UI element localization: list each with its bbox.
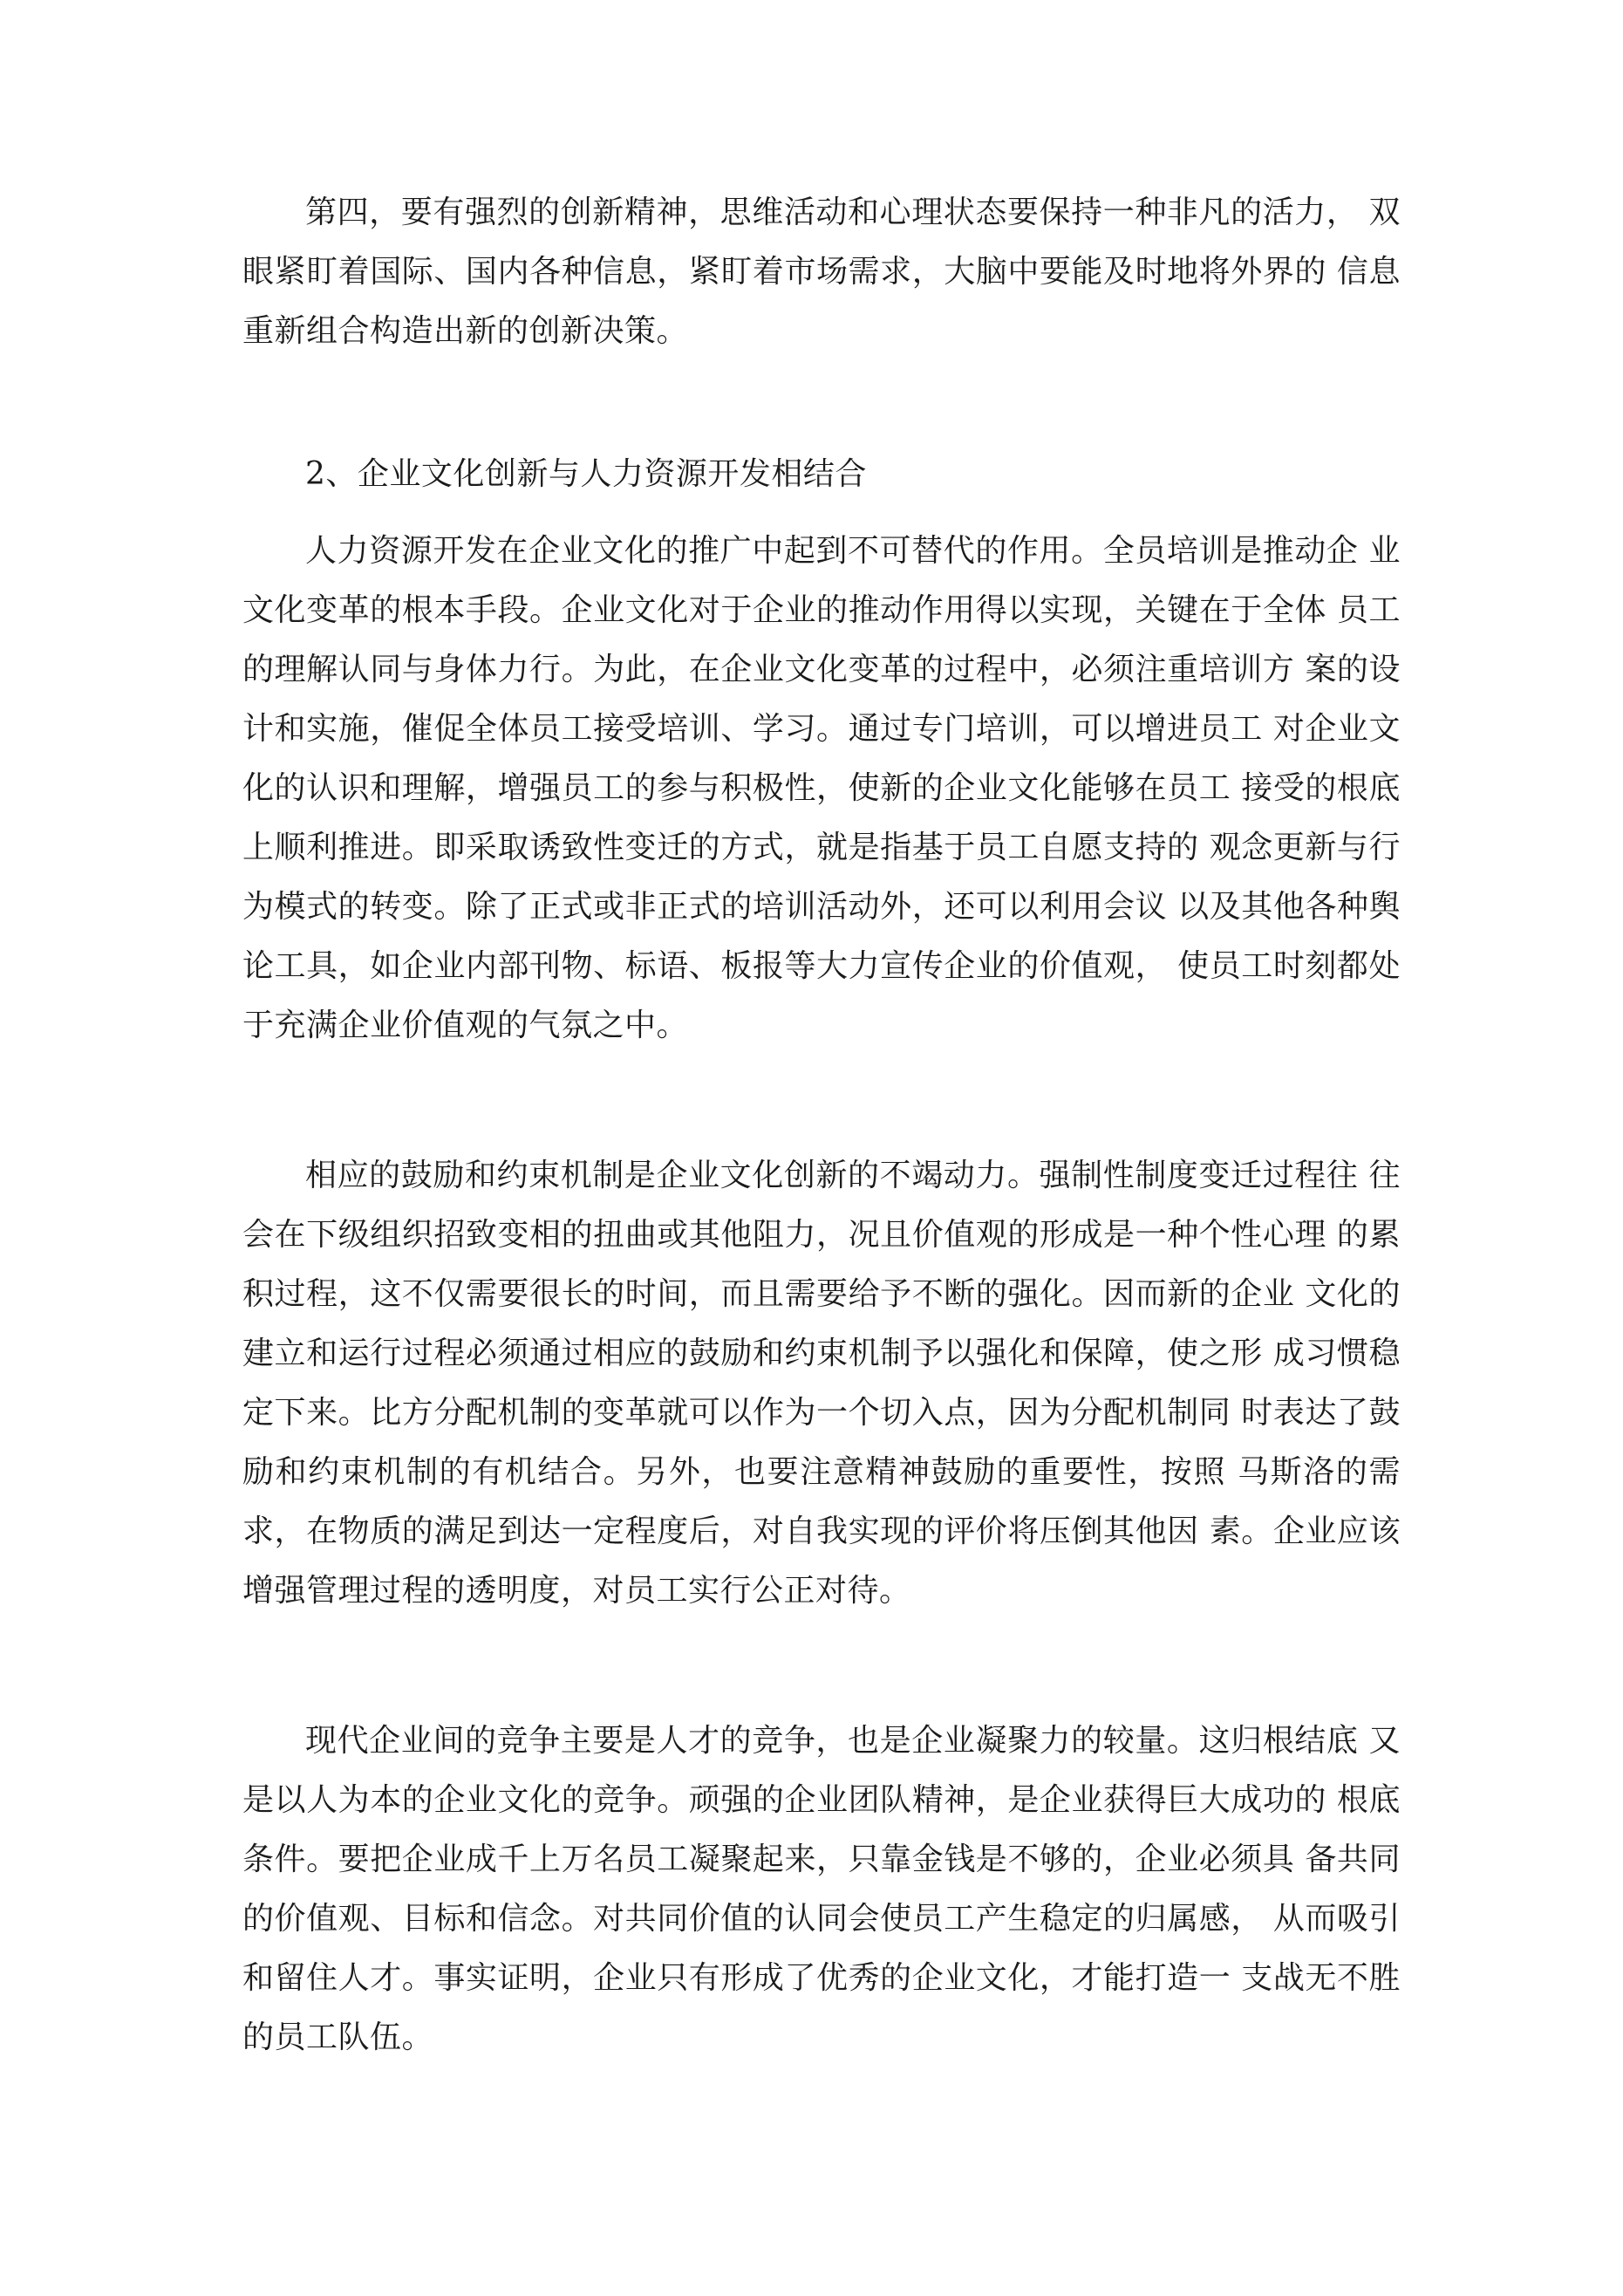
paragraph-hr-development: 人力资源开发在企业文化的推广中起到不可替代的作用。全员培训是推动企 业文化变革的根本手段。企业文化对于企业的推动作用得以实现，关键在于全体 员工的理解认同与身体力行。为此，在企业文化变革的过程中，必须注重培训方 案的设计和实施，催促全体员工接受培训、学习。通过专门培训，可以增进员工 对企业文化的认识和理解，增强员工的参与积极性，使新的企业文化能够在员工 接受的根底上顺利推进。即采取诱致性变迁的方式，就是指基于员工自愿支持的 观念更新与行为模式的转变。除了正式或非正式的培训活动外，还可以利用会议 以及其他各种舆论工具，如企业内部刊物、标语、板报等大力宣传企业的价值观， 使员工时刻都处于充满企业价值观的气氛之中。 (242, 533, 1401, 1043)
paragraph-talent-competition: 现代企业间的竞争主要是人才的竞争，也是企业凝聚力的较量。这归根结底 又是以人为本的企业文化的竞争。顽强的企业团队精神，是企业获得巨大成功的 根底条件。要把企业成千上万名员工凝聚起来，只靠金钱是不够的，企业必须具 备共同的价值观、目标和信念。对共同价值的认同会使员工产生稳定的归属感， 从而吸引和留住人才。事实证明，企业只有形成了优秀的企业文化，才能打造一 支战无不胜的员工队伍。 (242, 1723, 1401, 2055)
paragraph-innovation-spirit: 第四，要有强烈的创新精神，思维活动和心理状态要保持一种非凡的活力， 双眼紧盯着国际、国内各种信息，紧盯着市场需求，大脑中要能及时地将外界的 信息重新组合构造出新的创新决策。 (242, 195, 1401, 349)
section-heading: 2、企业文化创新与人力资源开发相结合 (305, 456, 867, 492)
document-body (242, 183, 1401, 2067)
paragraph-incentive-mechanism: 相应的鼓励和约束机制是企业文化创新的不竭动力。强制性制度变迁过程往 往会在下级组织招致变相的扭曲或其他阻力，况且价值观的形成是一种个性心理 的累积过程，这不仅需要很长的时间，而且需要给予不断的强化。因而新的企业 文化的建立和运行过程必须通过相应的鼓励和约束机制予以强化和保障，使之形 成习惯稳定下来。比方分配机制的变革就可以作为一个切入点，因为分配机制同 时表达了鼓励和约束机制的有机结合。另外，也要注意精神鼓励的重要性，按照 马斯洛的需求，在物质的满足到达一定程度后，对自我实现的评价将压倒其他因 素。企业应该增强管理过程的透明度，对员工实行公正对待。 (242, 1158, 1401, 1609)
